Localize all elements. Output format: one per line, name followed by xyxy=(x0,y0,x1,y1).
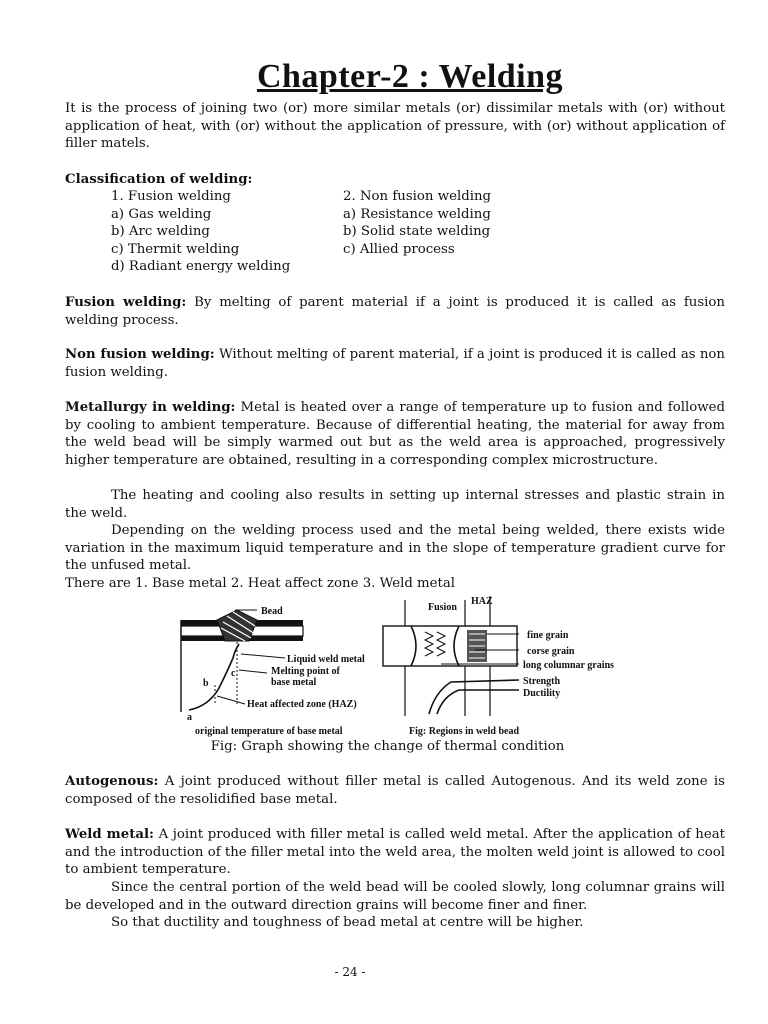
point-c-label: c xyxy=(231,668,236,679)
list-item: a) Resistance welding xyxy=(343,206,491,222)
metallurgy-term: Metallurgy in welding: xyxy=(65,400,236,415)
strength-label: Strength xyxy=(523,676,561,687)
weld-metal-text: A joint produced with filler metal is called weld metal. After the application of heat and the introduction of the filler metal into the weld area, the molten weld joint is allowed to cool to ambient temperature. xyxy=(65,827,725,878)
nonfusion-welding-list xyxy=(343,188,491,258)
weld-metal-term: Weld metal: xyxy=(65,827,154,842)
welding-figure xyxy=(175,592,630,738)
corse-grain-label: corse grain xyxy=(527,646,575,657)
autogenous-paragraph xyxy=(65,773,725,808)
bead-label: Bead xyxy=(261,606,283,617)
classification-heading-text: Classification of welding: xyxy=(65,172,253,187)
weld-metal-paragraph-3: So that ductility and toughness of bead metal at centre will be higher. xyxy=(111,915,584,930)
list-item: 2. Non fusion welding xyxy=(343,189,492,204)
regions-diagram xyxy=(383,596,614,737)
list-item: c) Allied process xyxy=(343,241,455,257)
melting-label-line1: Melting point of xyxy=(271,666,340,677)
point-a-label: a xyxy=(187,712,192,723)
fusion-welding-term: Fusion welding: xyxy=(65,295,187,310)
metallurgy-text: Metal is heated over a range of temperature up to fusion and followed by cooling to ambient temperature. Because of differential heating, the material for away from the weld bead will be simply warmed out but as the weld area is approached, progressively higher temperature are obtained, resulting in a corresponding complex microstructure. xyxy=(65,400,725,468)
fusion-welding-paragraph xyxy=(65,294,725,329)
autogenous-text: A joint produced without filler metal is called Autogenous. And its weld zone is composed of the resolidified base metal. xyxy=(65,774,725,807)
classification-heading xyxy=(65,171,725,189)
weld-plate xyxy=(383,626,517,666)
haz-top-label: HAZ xyxy=(471,596,493,607)
fine-grain-label: fine grain xyxy=(527,630,569,641)
ductility-label: Ductility xyxy=(523,688,561,699)
melting-pointer xyxy=(239,670,267,673)
list-item: d) Radiant energy welding xyxy=(111,259,291,275)
chapter-title: Chapter-2 : Welding xyxy=(256,58,564,95)
list-item: b) Arc welding xyxy=(111,224,210,240)
ductility-curve xyxy=(437,690,519,714)
fusion-welding-text: By melting of parent material if a joint is produced it is called as fusion welding process. xyxy=(65,295,725,328)
haz-label: Heat affected zone (HAZ) xyxy=(247,699,357,710)
liquid-label: Liquid weld metal xyxy=(287,654,365,665)
point-b-label: b xyxy=(203,678,209,689)
nonfusion-welding-text: Without melting of parent material, if a joint is produced it is called as non fusion welding. xyxy=(65,347,725,380)
page-number: - 24 - xyxy=(334,965,366,979)
nonfusion-welding-term: Non fusion welding: xyxy=(65,347,215,362)
nonfusion-welding-paragraph xyxy=(65,346,725,381)
regions-caption: Fig: Regions in weld bead xyxy=(409,726,520,737)
fusion-welding-list xyxy=(111,188,290,276)
list-item: c) Thermit welding xyxy=(111,241,240,257)
weld-metal-paragraph xyxy=(65,826,725,879)
metallurgy-paragraph xyxy=(65,399,725,469)
original-temperature-label: original temperature of base metal xyxy=(195,726,343,737)
metallurgy-paragraph-3: Depending on the welding process used and the metal being welded, there exists wide variation in the maximum liquid temperature and in the slope of temperature gradient curve for the unfused metal. xyxy=(65,523,725,574)
liquid-pointer xyxy=(241,654,285,658)
metallurgy-paragraph-2: The heating and cooling also results in setting up internal stresses and plastic strain in the weld. xyxy=(65,488,725,521)
fusion-label: Fusion xyxy=(428,602,457,613)
list-item: a) Gas welding xyxy=(111,206,212,222)
list-item: 1. Fusion welding xyxy=(111,189,231,204)
figure-caption: Fig: Graph showing the change of thermal condition xyxy=(210,739,565,754)
haz-pointer xyxy=(217,696,245,704)
intro-paragraph: It is the process of joining two (or) more similar metals (or) dissimilar metals with (or) without application of heat, with (or) without the application of pressure, with (or) without application of filler matels. xyxy=(65,101,725,152)
zones-line: There are 1. Base metal 2. Heat affect zone 3. Weld metal xyxy=(65,576,456,591)
columnar-label: long columnar grains xyxy=(523,660,614,671)
thermal-diagram xyxy=(181,606,365,737)
melting-label-line2: base metal xyxy=(271,677,317,688)
autogenous-term: Autogenous: xyxy=(65,774,159,789)
strength-curve xyxy=(429,680,519,714)
list-item: b) Solid state welding xyxy=(343,224,491,240)
weld-metal-paragraph-2: Since the central portion of the weld bead will be cooled slowly, long columnar grains will be developed and in the outward direction grains will become finer and finer. xyxy=(65,880,725,913)
